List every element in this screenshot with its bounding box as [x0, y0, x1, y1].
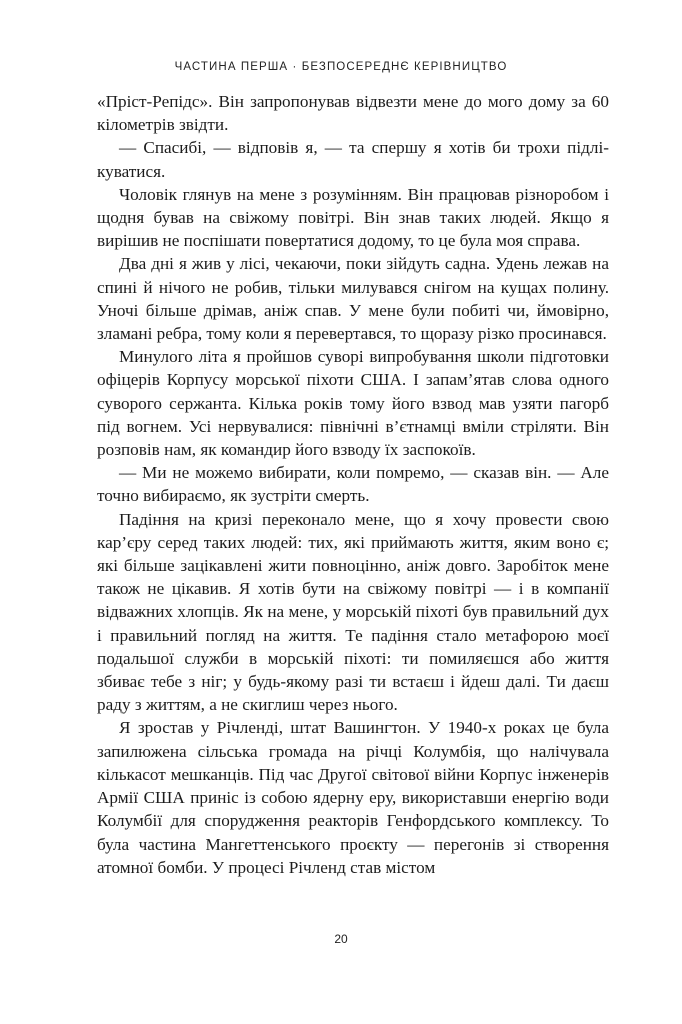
running-header: ЧАСТИНА ПЕРША · БЕЗПОСЕРЕДНЄ КЕРІВНИЦТВО: [174, 61, 508, 73]
paragraph: — Ми не можемо вибирати, коли помремо, — сказав він. — Але точно вибираємо, як зустріти смерть.: [97, 463, 609, 506]
paragraph: Я зростав у Річленді, штат Вашингтон. У 1940-х роках це була запилюжена сільська громада на річці Колумбія, що налічувала кількасот мешканців. Під час Другої світової війни Корпус інженерів Армії США приніс із собою ядерну еру, використавши енергію води Колумбії для спорудження реакторів Генфордського комплексу. То була частина Мангеттенського проєкту — перегонів зі створення атомної бомби. У процесі Річленд став містом: [97, 718, 609, 877]
paragraph: Падіння на кризі переконало мене, що я хочу провести свою кар’єру серед таких людей: тих, які приймають життя, яким воно є; які більше зацікавлені жити повноцінно, аніж довго. Заробіток мене також не цікавив. Я хотів бути на свіжому повітрі — і в компанії відважних хлопців. Як на мене, у морській піхоті був правильний дух і правильний погляд на життя. Те падіння стало метафорою моєї подальшої служби в морській піхоті: ти помиляєшся або життя збиває тебе з ніг; у будь-якому разі ти встаєш і йдеш далі. Ти даєш раду з життям, а не скиглиш через нього.: [97, 509, 609, 715]
paragraph: «Пріст-Репідс». Він запропонував відвезти мене до мого дому за 60 кілометрів звідти.: [97, 92, 609, 135]
page-number: 20: [334, 932, 348, 946]
paragraph: Чоловік глянув на мене з розумінням. Він працював різноробом і щодня бував на свіжому повітрі. Він знав таких людей. Якщо я вирішив не поспішати повертатися додому, то це була моя справа.: [97, 184, 609, 251]
body-text: [97, 90, 609, 879]
paragraph: Минулого літа я пройшов суворі випробування школи підготовки офіцерів Корпусу морської піхоти США. І запам’ятав слова одного суворого сержанта. Кілька років тому його взвод мав узяти пагорб під вогнем. Усі нервувалися: північні в’єтнамці вміли стріляти. Він розповів нам, як командир його взводу їх заспокоїв.: [97, 347, 609, 460]
paragraph: — Спасибі, — відповів я, — та спершу я хотів би трохи підлікуватися.: [97, 138, 609, 181]
paragraph: Два дні я жив у лісі, чекаючи, поки зійдуть садна. Удень лежав на спині й нічого не робив, тільки милувався снігом на кущах полину. Уночі більше дрімав, аніж спав. У мене були побиті чи, ймовірно, зламані ребра, тому коли я перевертався, то щоразу різко просинався.: [97, 254, 609, 344]
